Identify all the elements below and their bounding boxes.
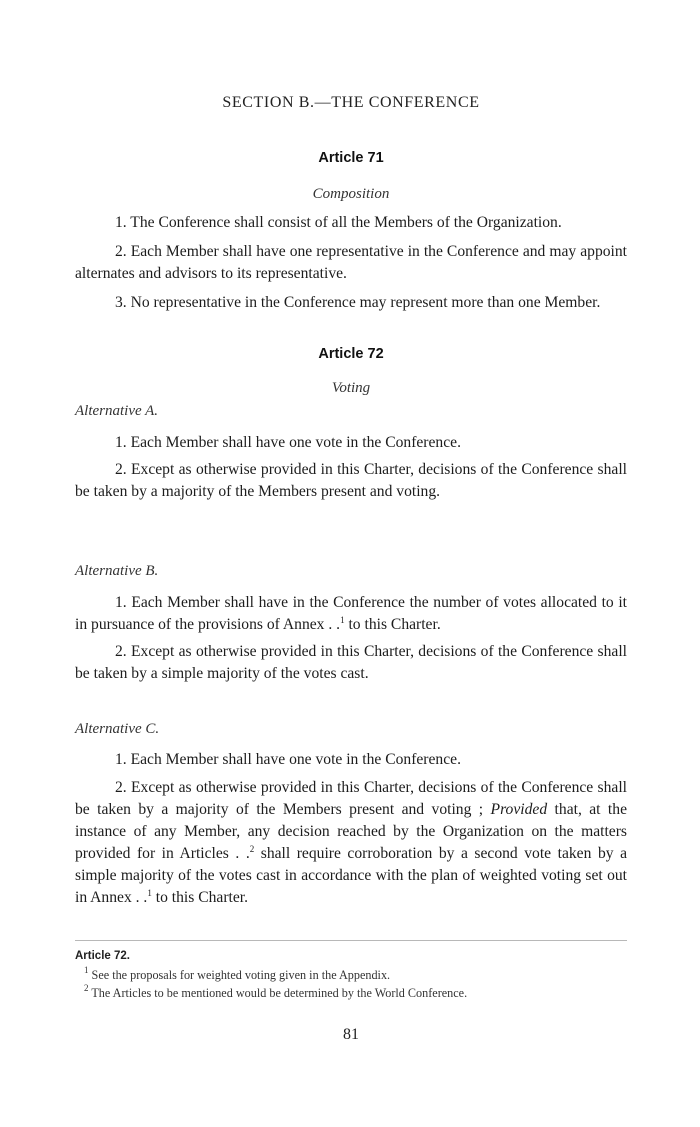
footnote-heading: Article 72. bbox=[75, 950, 130, 962]
article-71-subheading: Composition bbox=[312, 186, 390, 202]
alternative-a-label: Alternative A. bbox=[75, 403, 159, 419]
alternative-a-para-2: 2. Except as otherwise provided in this Charter, decisions of the Conference shall be taken by a majority of the Members present and voting. bbox=[75, 461, 627, 500]
footnote-ref-1: 1 bbox=[147, 888, 152, 898]
footnote-divider bbox=[75, 940, 627, 941]
article-71-para-2: 2. Each Member shall have one representative in the Conference and may appoint alternates and advisors to its representative. bbox=[75, 243, 627, 282]
footnote-2: $^2$ The Articles to be mentioned would be determined by the World Conference. bbox=[84, 983, 468, 1000]
alternative-a-para-1: 1. Each Member shall have one vote in the Conference. bbox=[115, 434, 461, 451]
alternative-b-label: Alternative B. bbox=[75, 563, 159, 579]
footnote-1: $^1$ See the proposals for weighted voting given in the Appendix. bbox=[84, 965, 391, 982]
alternative-b-para-1: 1. Each Member shall have in the Conference the number of votes allocated to it in pursuance of the provisions of Annex . .$^1$ to this Charter. bbox=[75, 594, 627, 633]
page-number: 81 bbox=[343, 1026, 359, 1043]
footnote-ref-1: 1 bbox=[340, 615, 345, 625]
article-71-heading: Article 71 bbox=[318, 150, 384, 166]
article-72-heading: Article 72 bbox=[318, 346, 384, 362]
alternative-c-para-2: 2. Except as otherwise provided in this Charter, decisions of the Conference shall be taken by a majority of the Members present and voting ; Provided that, at the instance of any Member, any decision reached by the Organization on the matters provided for in Articles . .$^2$ shall require corroboration by a second vote taken by a simple majority of the votes cast in accordance with the plan of weighted voting set out in Annex . .$^1$ to this Charter. bbox=[75, 779, 627, 906]
article-71-para-1: 1. The Conference shall consist of all the Members of the Organization. bbox=[115, 214, 562, 231]
footnote-ref-2: 2 bbox=[249, 844, 255, 854]
alternative-c-para-1: 1. Each Member shall have one vote in the Conference. bbox=[115, 751, 461, 768]
article-72-subheading: Voting bbox=[331, 380, 371, 396]
section-title: SECTION B.—THE CONFERENCE bbox=[222, 94, 480, 111]
article-71-para-3: 3. No representative in the Conference may represent more than one Member. bbox=[115, 294, 601, 311]
alternative-b-para-2: 2. Except as otherwise provided in this Charter, decisions of the Conference shall be taken by a simple majority of the votes cast. bbox=[75, 643, 627, 682]
alternative-c-label: Alternative C. bbox=[75, 721, 160, 737]
